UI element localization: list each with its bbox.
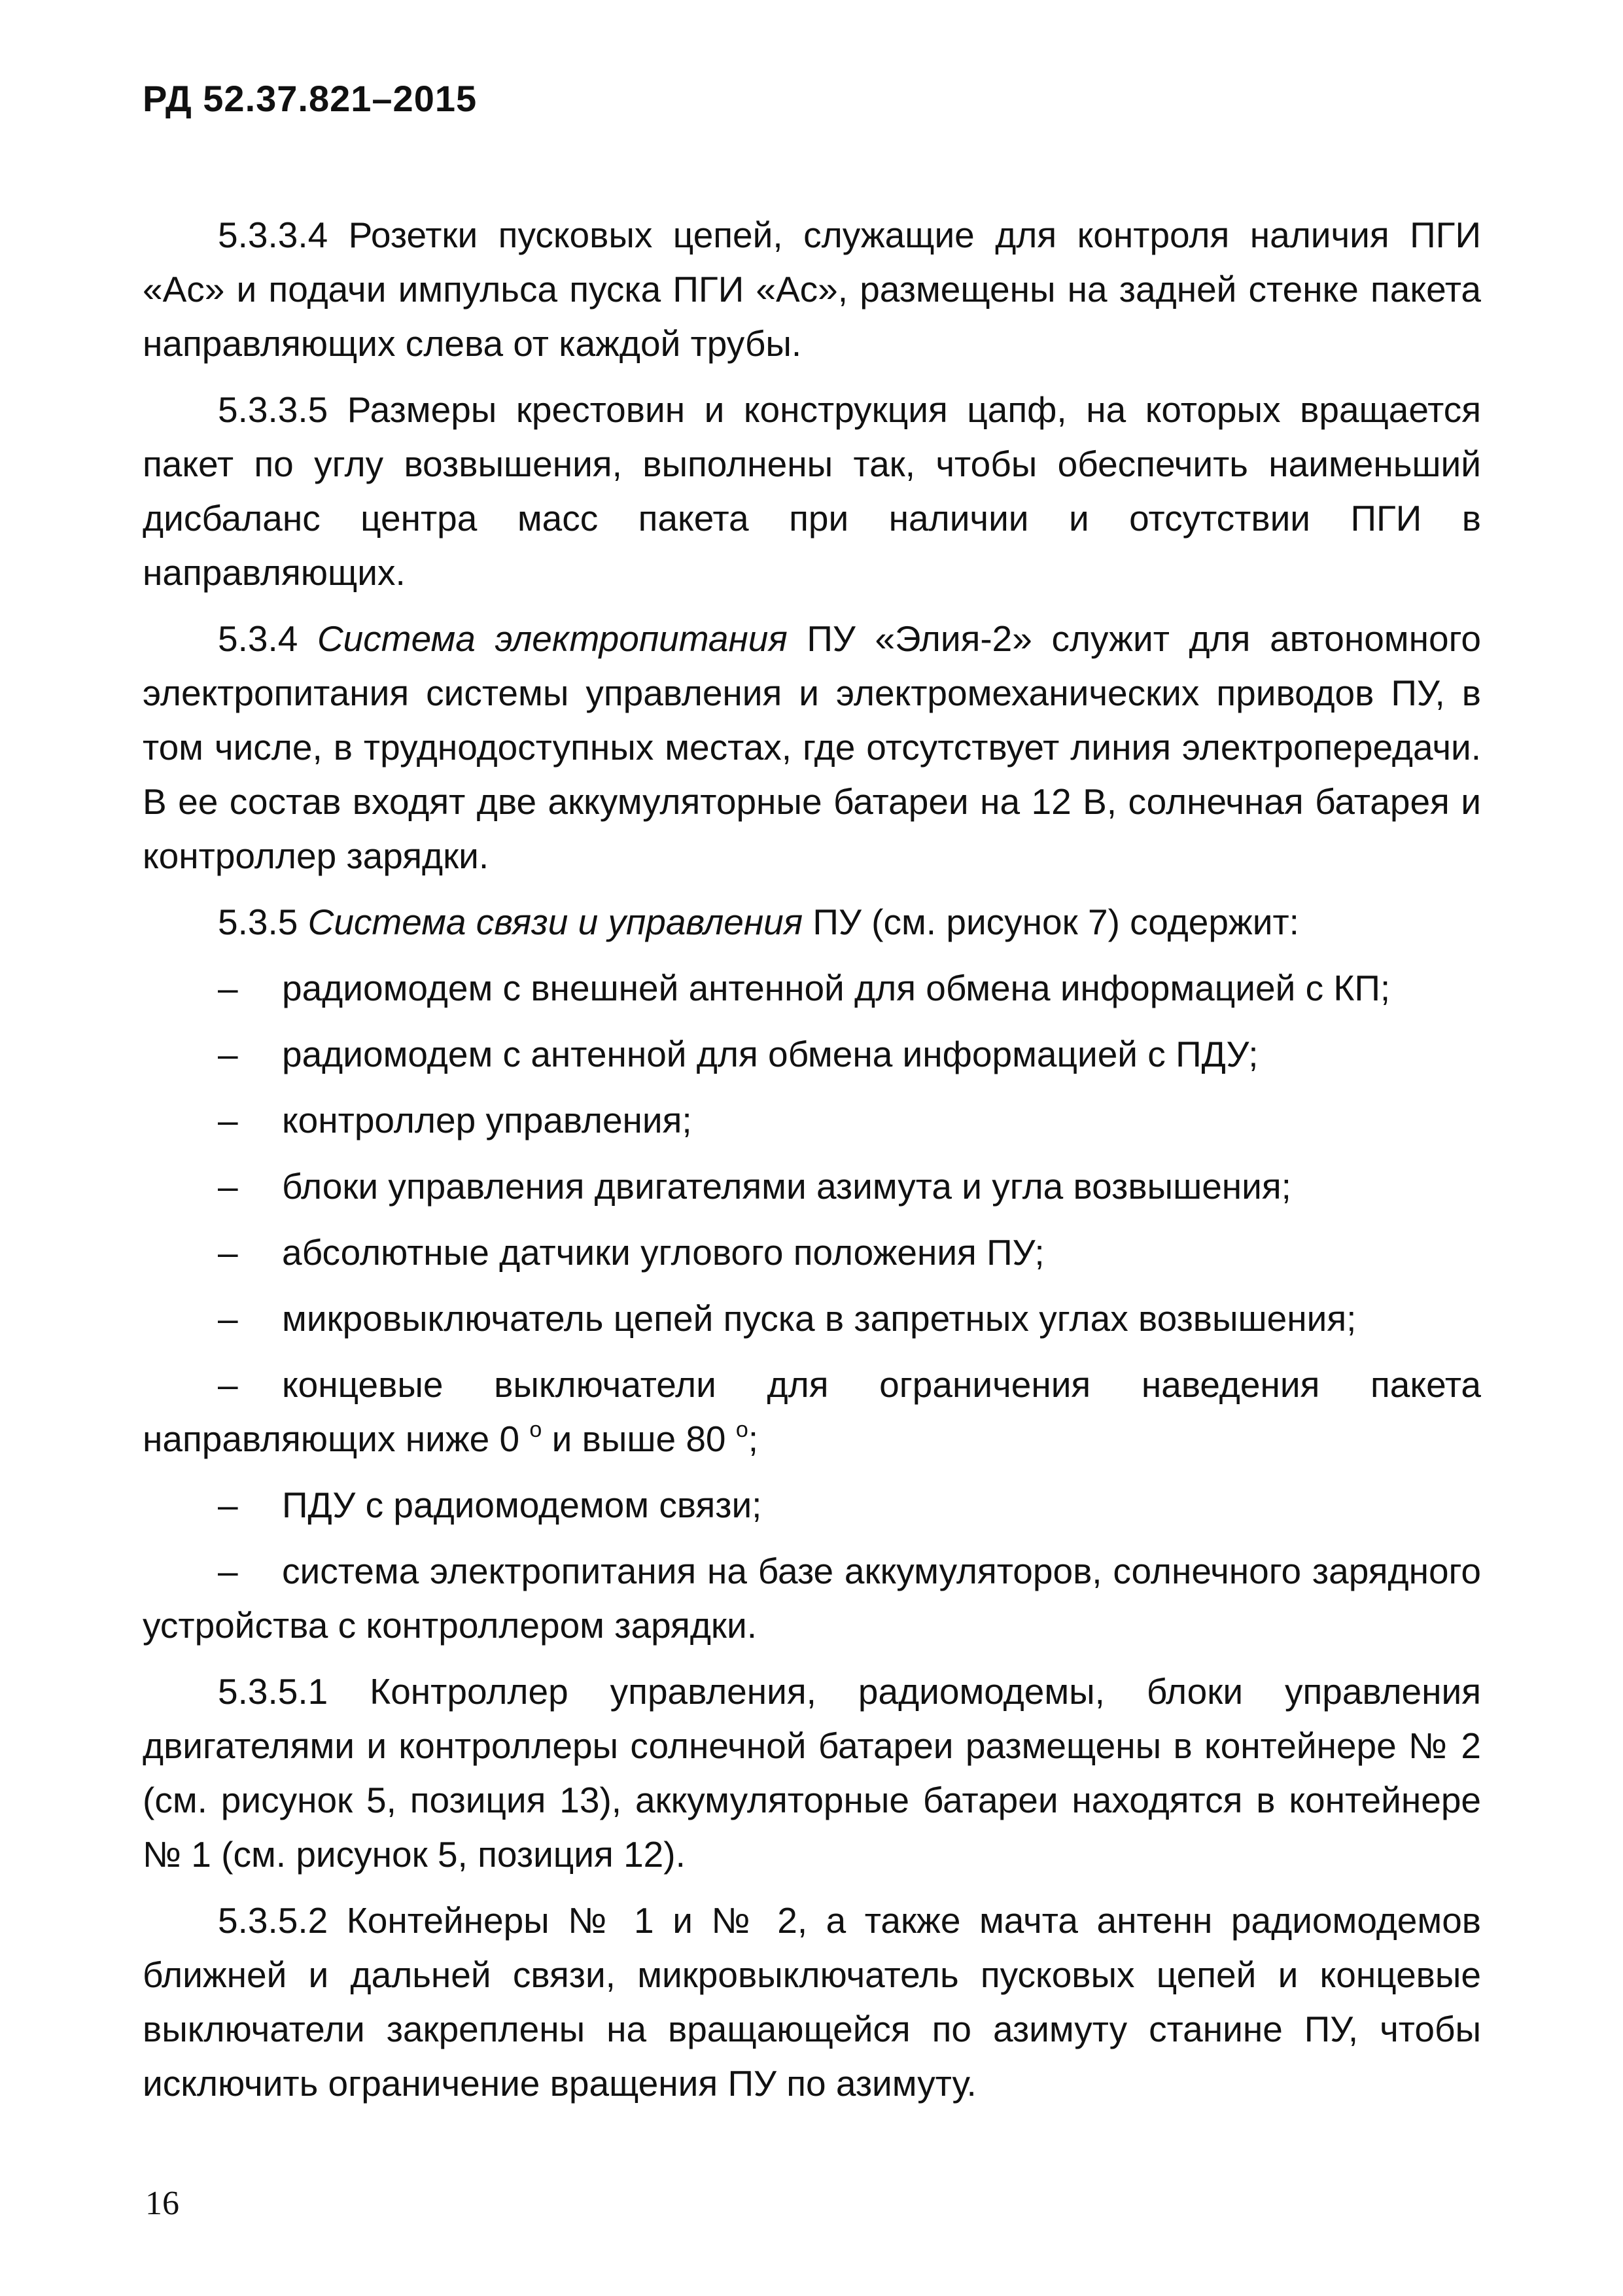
list-item xyxy=(143,961,1481,1016)
section-number: 5.3.5 xyxy=(218,902,298,942)
list-item xyxy=(143,1093,1481,1148)
paragraph-5-3-4 xyxy=(143,612,1481,883)
paragraph-5-3-3-4: 5.3.3.4 Розетки пусковых цепей, служащие для контроля наличия ПГИ «Ас» и подачи импульса пуска ПГИ «Ас», размещены на задней стенке пакета направляющих слева от каждой трубы. xyxy=(143,215,1481,364)
list-item-text: микровыключатель цепей пуска в запретных углах возвышения; xyxy=(282,1298,1357,1339)
list-item-text: контроллер управления; xyxy=(282,1100,692,1140)
equipment-list xyxy=(143,961,1481,1653)
list-dash: – xyxy=(218,1298,238,1339)
section-text: ПУ «Элия-2» служит для автономного электропитания системы управления и электромеханических приводов ПУ, в том числе, в труднодоступных местах, где отсутствует линия электропередачи. В ее состав входят две аккумуляторные батареи на 12 В, солнечная батарея и контроллер зарядки. xyxy=(143,618,1482,876)
list-item xyxy=(143,1544,1481,1653)
list-item-text: система электропитания на базе аккумуляторов, солнечного зарядного устройства с контроллером зарядки. xyxy=(143,1551,1481,1646)
list-dash: – xyxy=(218,1100,238,1140)
section-number: 5.3.4 xyxy=(218,618,298,659)
degree-sign: о xyxy=(735,1417,748,1442)
list-item-text: абсолютные датчики углового положения ПУ; xyxy=(282,1232,1045,1273)
list-item xyxy=(143,1292,1481,1346)
list-item xyxy=(143,1027,1481,1082)
list-item-text: блоки управления двигателями азимута и угла возвышения; xyxy=(282,1166,1291,1207)
list-item xyxy=(143,1226,1481,1280)
list-item-text: ПДУ с радиомодемом связи; xyxy=(282,1485,762,1525)
list-item xyxy=(143,1159,1481,1214)
section-text: ПУ (см. рисунок 7) содержит: xyxy=(812,902,1299,942)
list-dash: – xyxy=(218,1364,238,1405)
section-title: Система связи и управления xyxy=(307,902,803,942)
list-dash: – xyxy=(218,1034,238,1074)
list-item-text: и выше 80 xyxy=(542,1419,726,1459)
paragraph-5-3-3-5: 5.3.3.5 Размеры крестовин и конструкция цапф, на которых вращается пакет по углу возвышения, выполнены так, чтобы обеспечить наименьший дисбаланс центра масс пакета при наличии и отсутствии ПГИ в направляющих. xyxy=(143,389,1481,593)
list-item xyxy=(143,1358,1481,1466)
page-number: 16 xyxy=(145,2185,179,2222)
paragraph-5-3-5-1: 5.3.5.1 Контроллер управления, радиомодемы, блоки управления двигателями и контроллеры солнечной батареи размещены в контейнере № 2 (см. рисунок 5, позиция 13), аккумуляторные батареи находятся в контейнере № 1 (см. рисунок 5, позиция 12). xyxy=(143,1671,1481,1875)
section-title: Система электропитания xyxy=(317,618,788,659)
document-body xyxy=(143,208,1481,2123)
list-item xyxy=(143,1478,1481,1532)
list-item-text: радиомодем с антенной для обмена информацией с ПДУ; xyxy=(282,1034,1259,1074)
degree-sign: о xyxy=(529,1417,542,1442)
list-item-text: радиомодем с внешней антенной для обмена информацией с КП; xyxy=(282,968,1391,1008)
paragraph-5-3-5-2: 5.3.5.2 Контейнеры № 1 и № 2, а также мачта антенн радиомодемов ближней и дальней связи, микровыключатель пусковых цепей и концевые выключатели закреплены на вращающейся по азимуту станине ПУ, чтобы исключить ограничение вращения ПУ по азимуту. xyxy=(143,1900,1481,2104)
list-item-text: концевые выключатели для ограничения наведения пакета направляющих ниже 0 xyxy=(143,1364,1481,1459)
list-dash: – xyxy=(218,968,238,1008)
list-dash: – xyxy=(218,1232,238,1273)
list-dash: – xyxy=(218,1485,238,1525)
document-code-header: РД 52.37.821–2015 xyxy=(143,78,478,119)
paragraph-5-3-5 xyxy=(143,895,1481,949)
list-dash: – xyxy=(218,1166,238,1207)
list-dash: – xyxy=(218,1551,238,1591)
list-item-text: ; xyxy=(748,1419,759,1459)
